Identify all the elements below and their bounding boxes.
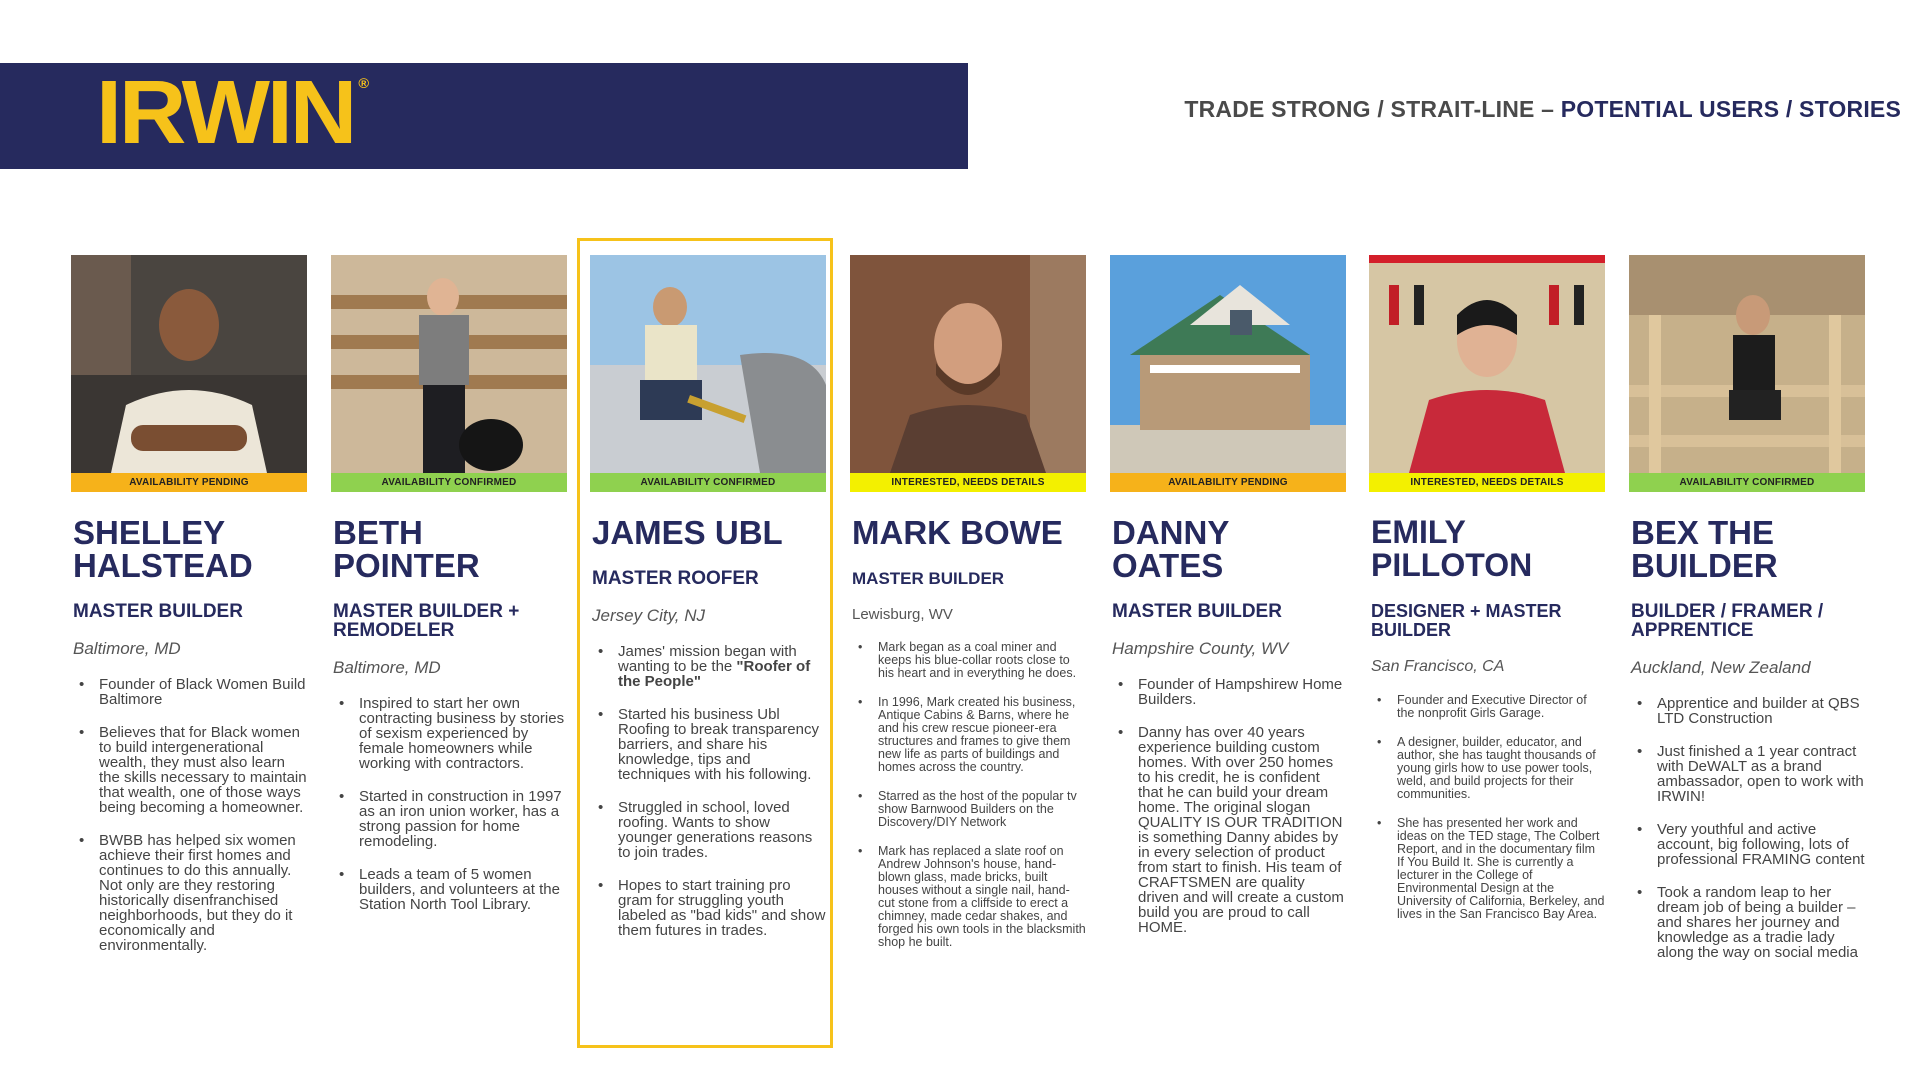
- story-bullets: [850, 641, 1086, 949]
- person-name: BEX THE BUILDER: [1631, 514, 1778, 584]
- story-bullet: • Very youthful and active account, big following, lots of professional FRAMING content: [1629, 822, 1865, 867]
- person-name: EMILY PILLOTON: [1371, 514, 1533, 583]
- profile-photo: [1629, 255, 1865, 473]
- person-location: San Francisco, CA: [1371, 658, 1505, 675]
- story-bullet: • Mark began as a coal miner and keeps his blue-collar roots close to his heart and in everything he does.: [850, 641, 1086, 680]
- profile-card-danny[interactable]: [1110, 255, 1346, 953]
- story-bullet: • She has presented her work and ideas on the TED stage, The Colbert Report, and in the documentary film If You Build It. She is currently a lecturer in the College of Environmental Design at the University of California, Berkeley, and lives in the San Francisco Bay Area.: [1369, 817, 1605, 921]
- availability-badge: AVAILABILITY CONFIRMED: [331, 473, 567, 492]
- story-bullet: • Believes that for Black women to build intergenerational wealth, they must also learn the skills necessary to maintain that wealth, one of those ways being becoming a homeowner.: [71, 725, 307, 815]
- story-bullet: • Just finished a 1 year contract with DeWALT as a brand ambassador, open to work with IRWIN!: [1629, 744, 1865, 804]
- profile-card-mark[interactable]: [850, 255, 1086, 965]
- person-role: BUILDER / FRAMER / APPRENTICE: [1631, 601, 1824, 641]
- story-bullet: • In 1996, Mark created his business, Antique Cabins & Barns, where he and his crew rescue pioneer-era structures and frames to give them new life as parts of buildings and homes across the country.: [850, 696, 1086, 774]
- story-bullet: • Founder and Executive Director of the nonprofit Girls Garage.: [1369, 694, 1605, 720]
- profile-card-shelley[interactable]: [71, 255, 307, 971]
- story-bullet: • Inspired to start her own contracting business by stories of sexism experienced by female homeowners while working with contractors.: [331, 696, 567, 771]
- story-bullets: [1629, 696, 1865, 960]
- story-bullets: [590, 644, 826, 938]
- person-role: MASTER BUILDER: [73, 601, 243, 622]
- page-title: TRADE STRONG / STRAIT-LINE – POTENTIAL USERS / STORIES: [1184, 96, 1901, 122]
- profile-photo: [331, 255, 567, 473]
- person-role: MASTER BUILDER: [852, 569, 1005, 588]
- profile-photo: [71, 255, 307, 473]
- story-bullets: [71, 677, 307, 953]
- profile-card-bex[interactable]: [1629, 255, 1865, 978]
- story-bullet: • Started in construction in 1997 as an iron union worker, has a strong passion for home remodeling.: [331, 789, 567, 849]
- person-role: DESIGNER + MASTER BUILDER: [1371, 601, 1562, 640]
- person-role: MASTER ROOFER: [592, 568, 759, 589]
- story-bullet: • Started his business Ubl Roofing to break transparency barriers, and share his knowledge, tips and techniques with his following.: [590, 707, 826, 782]
- profile-photo: [590, 255, 826, 473]
- person-location: Jersey City, NJ: [592, 606, 706, 625]
- person-location: Baltimore, MD: [333, 658, 441, 677]
- profile-photo: [1369, 255, 1605, 473]
- availability-badge: INTERESTED, NEEDS DETAILS: [1369, 473, 1605, 492]
- availability-badge: AVAILABILITY CONFIRMED: [1629, 473, 1865, 492]
- story-bullet: • BWBB has helped six women achieve their first homes and continues to do this annually. Not only are they restoring historically disenfranchised neighborhoods, but they do it economically and environmentally.: [71, 833, 307, 953]
- availability-badge: AVAILABILITY PENDING: [1110, 473, 1346, 492]
- story-bullet: • Founder of Hampshirew Home Builders.: [1110, 677, 1346, 707]
- person-name: MARK BOWE: [852, 514, 1063, 551]
- person-name: DANNY OATES: [1112, 514, 1230, 584]
- person-name: BETH POINTER: [333, 514, 480, 584]
- story-bullet: • Starred as the host of the popular tv show Barnwood Builders on the Discovery/DIY Network: [850, 790, 1086, 829]
- person-location: Baltimore, MD: [73, 639, 181, 658]
- story-bullet: • Hopes to start training pro gram for struggling youth labeled as "bad kids" and show them futures in trades.: [590, 878, 826, 938]
- story-bullet: • Apprentice and builder at QBS LTD Construction: [1629, 696, 1865, 726]
- availability-badge: INTERESTED, NEEDS DETAILS: [850, 473, 1086, 492]
- profile-card-emily[interactable]: [1369, 255, 1605, 937]
- story-bullet: • Leads a team of 5 women builders, and volunteers at the Station North Tool Library.: [331, 867, 567, 912]
- profile-photo: [1110, 255, 1346, 473]
- person-name: JAMES UBL: [592, 514, 783, 551]
- availability-badge: AVAILABILITY PENDING: [71, 473, 307, 492]
- availability-badge: AVAILABILITY CONFIRMED: [590, 473, 826, 492]
- profile-card-beth[interactable]: [331, 255, 567, 930]
- story-bullet: • A designer, builder, educator, and author, she has taught thousands of young girls how to use power tools, weld, and build projects for their communities.: [1369, 736, 1605, 801]
- story-bullet: • Founder of Black Women Build Baltimore: [71, 677, 307, 707]
- story-bullet: • Danny has over 40 years experience building custom homes. With over 250 homes to his credit, he is confident that he can build your dream home. The original slogan QUALITY IS OUR TRADITION is something Danny abides by in every selection of product from start to finish. His team of CRAFTSMEN are quality driven and will create a custom build you are proud to call HOME.: [1110, 725, 1346, 935]
- person-location: Lewisburg, WV: [852, 606, 953, 623]
- story-bullets: [1369, 694, 1605, 921]
- person-name: SHELLEY HALSTEAD: [73, 514, 253, 584]
- irwin-logo[interactable]: IRWIN ®: [96, 63, 370, 163]
- story-bullet: • Struggled in school, loved roofing. Wants to show younger generations reasons to join trades.: [590, 800, 826, 860]
- story-bullets: [331, 696, 567, 912]
- profile-photo: [850, 255, 1086, 473]
- person-role: MASTER BUILDER: [1112, 601, 1282, 622]
- story-bullet: • Took a random leap to her dream job of being a builder – and shares her journey and knowledge as a tradie lady along the way on social media: [1629, 885, 1865, 960]
- person-location: Auckland, New Zealand: [1631, 658, 1811, 677]
- person-role: MASTER BUILDER + REMODELER: [333, 601, 520, 641]
- profile-card-james[interactable]: [590, 255, 826, 956]
- person-location: Hampshire County, WV: [1112, 639, 1289, 658]
- story-bullets: [1110, 677, 1346, 935]
- story-bullet: • James' mission began with wanting to be the "Roofer of the People": [590, 644, 826, 689]
- story-bullet: • Mark has replaced a slate roof on Andrew Johnson's house, hand-blown glass, made bricks, built houses without a single nail, hand-cut stone from a cliffside to erect a chimney, made cedar shakes, and forged his own tools in the blacksmith shop he built.: [850, 845, 1086, 949]
